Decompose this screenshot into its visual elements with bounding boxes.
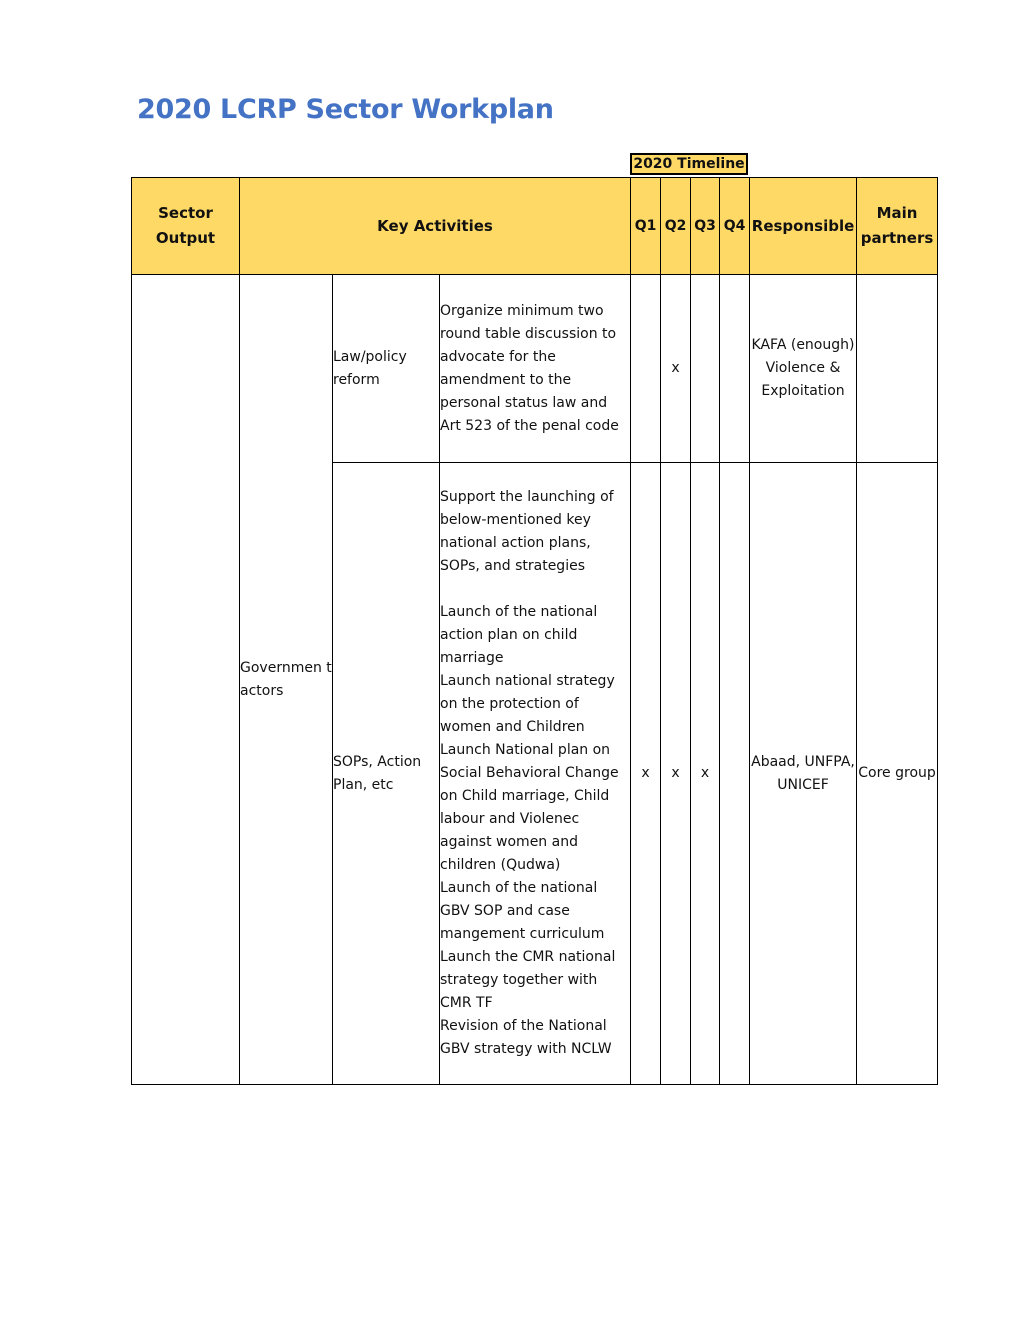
q2-cell: x xyxy=(661,463,691,1085)
responsible-cell: Abaad, UNFPA, UNICEF xyxy=(750,463,857,1085)
header-key-activities: Key Activities xyxy=(240,178,631,275)
header-row xyxy=(132,178,938,275)
responsible-cell: KAFA (enough) Violence & Exploitation xyxy=(750,275,857,463)
subcategory-cell: SOPs, Action Plan, etc xyxy=(333,463,440,1085)
timeline-header: 2020 Timeline xyxy=(630,153,748,175)
workplan-table xyxy=(131,177,938,1085)
header-q2: Q2 xyxy=(661,178,691,275)
partners-cell xyxy=(857,275,938,463)
partners-cell: Core group xyxy=(857,463,938,1085)
activity-text: Support the launching of below-mentioned key national action plans, SOPs, and strategies Launch of the national action plan on child marriage Launch national strategy on the protection of women and Children Launch National plan on Social Behavioral Change on Child marriage, Child labour and Violenec against women and children (Qudwa) Launch of the national GBV SOP and case mangement curriculum Launch the CMR national strategy together with CMR TF Revision of the National GBV strategy with NCLW xyxy=(440,489,619,1057)
activity-text: Organize minimum two round table discussion to advocate for the amendment to the personal status law and Art 523 of the penal code xyxy=(440,302,619,434)
header-main-partners: Main partners xyxy=(857,178,938,275)
q3-cell xyxy=(691,275,720,463)
q4-cell xyxy=(720,275,750,463)
page-title: 2020 LCRP Sector Workplan xyxy=(137,94,554,125)
sector-output-cell xyxy=(132,275,240,1085)
subcategory-cell: Law/policy reform xyxy=(333,275,440,463)
q1-cell: x xyxy=(631,463,661,1085)
q3-cell: x xyxy=(691,463,720,1085)
q4-cell xyxy=(720,463,750,1085)
activity-cell xyxy=(440,275,631,463)
q1-cell xyxy=(631,275,661,463)
header-q3: Q3 xyxy=(691,178,720,275)
group-cell: Governmen t actors xyxy=(240,275,333,1085)
table-row xyxy=(132,275,938,463)
header-responsible: Responsible xyxy=(750,178,857,275)
header-sector-output: Sector Output xyxy=(132,178,240,275)
activity-cell xyxy=(440,463,631,1085)
header-q4: Q4 xyxy=(720,178,750,275)
q2-cell: x xyxy=(661,275,691,463)
header-q1: Q1 xyxy=(631,178,661,275)
